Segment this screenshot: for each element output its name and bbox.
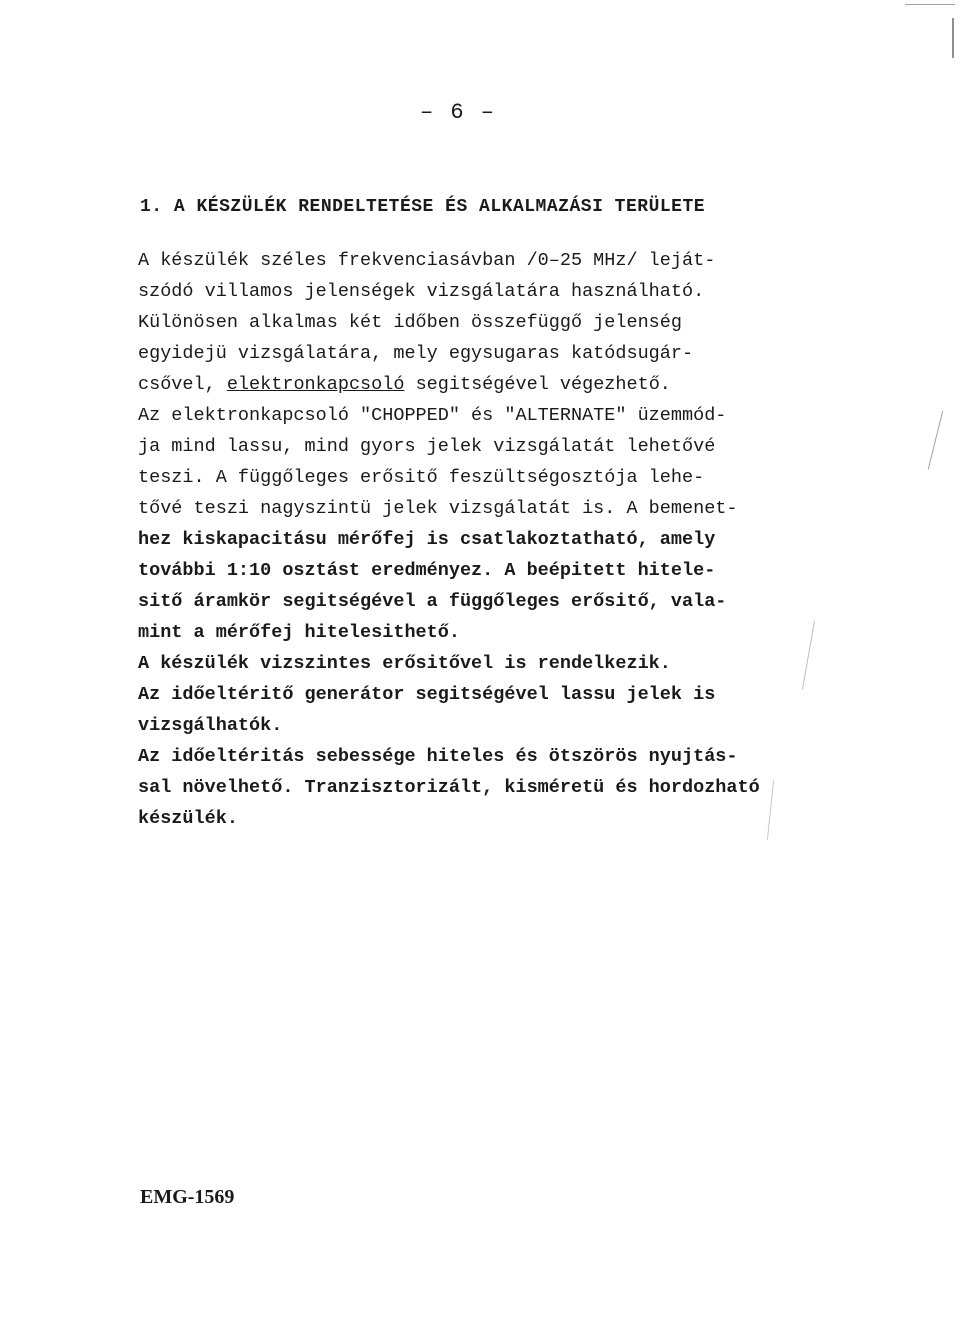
text-line: Az időeltéritás sebessége hiteles és ötszörös nyujtás- <box>138 746 738 767</box>
scan-artifact <box>928 411 943 469</box>
text-line: sitő áramkör segitségével a függőleges erősitő, vala- <box>138 591 727 612</box>
document-code: EMG-1569 <box>140 1186 235 1208</box>
text-line: A készülék széles frekvenciasávban /0–25 MHz/ leját- <box>138 250 716 271</box>
text-line: vizsgálhatók. <box>138 715 283 736</box>
text-line: Az időeltéritő generátor segitségével lassu jelek is <box>138 684 716 705</box>
scan-artifact <box>952 18 954 58</box>
page-number: – 6 – <box>420 100 497 125</box>
text-line: sal növelhető. Tranzisztorizált, kisméretü és hordozható <box>138 777 760 798</box>
text-line: egyidejü vizsgálatára, mely egysugaras katódsugár- <box>138 343 694 364</box>
text-line: ja mind lassu, mind gyors jelek vizsgálatát lehetővé <box>138 436 716 457</box>
text-line: mint a mérőfej hitelesithető. <box>138 622 460 643</box>
text-line: tővé teszi nagyszintü jelek vizsgálatát is. A bemenet- <box>138 498 738 519</box>
text-line: A készülék vizszintes erősitővel is rendelkezik. <box>138 653 671 674</box>
text-line: további 1:10 osztást eredményez. A beépitett hitele- <box>138 560 716 581</box>
text-segment: segitségével végezhető. <box>404 374 671 395</box>
underlined-term: elektronkapcsoló <box>226 374 405 395</box>
text-line: Az elektronkapcsoló "CHOPPED" és "ALTERNATE" üzemmód- <box>138 405 727 426</box>
body-text <box>138 245 838 834</box>
text-line <box>138 369 838 400</box>
text-line: szódó villamos jelenségek vizsgálatára használható. <box>138 281 705 302</box>
text-line: hez kiskapacitásu mérőfej is csatlakoztatható, amely <box>138 529 716 550</box>
text-line: Különösen alkalmas két időben összefüggő jelenség <box>138 312 682 333</box>
section-title: 1. A KÉSZÜLÉK RENDELTETÉSE ÉS ALKALMAZÁSI TERÜLETE <box>140 197 706 217</box>
text-line: teszi. A függőleges erősitő feszültségosztója lehe- <box>138 467 705 488</box>
text-segment: csővel, <box>138 374 227 395</box>
scan-artifact <box>905 4 955 5</box>
text-line: készülék. <box>138 808 238 829</box>
